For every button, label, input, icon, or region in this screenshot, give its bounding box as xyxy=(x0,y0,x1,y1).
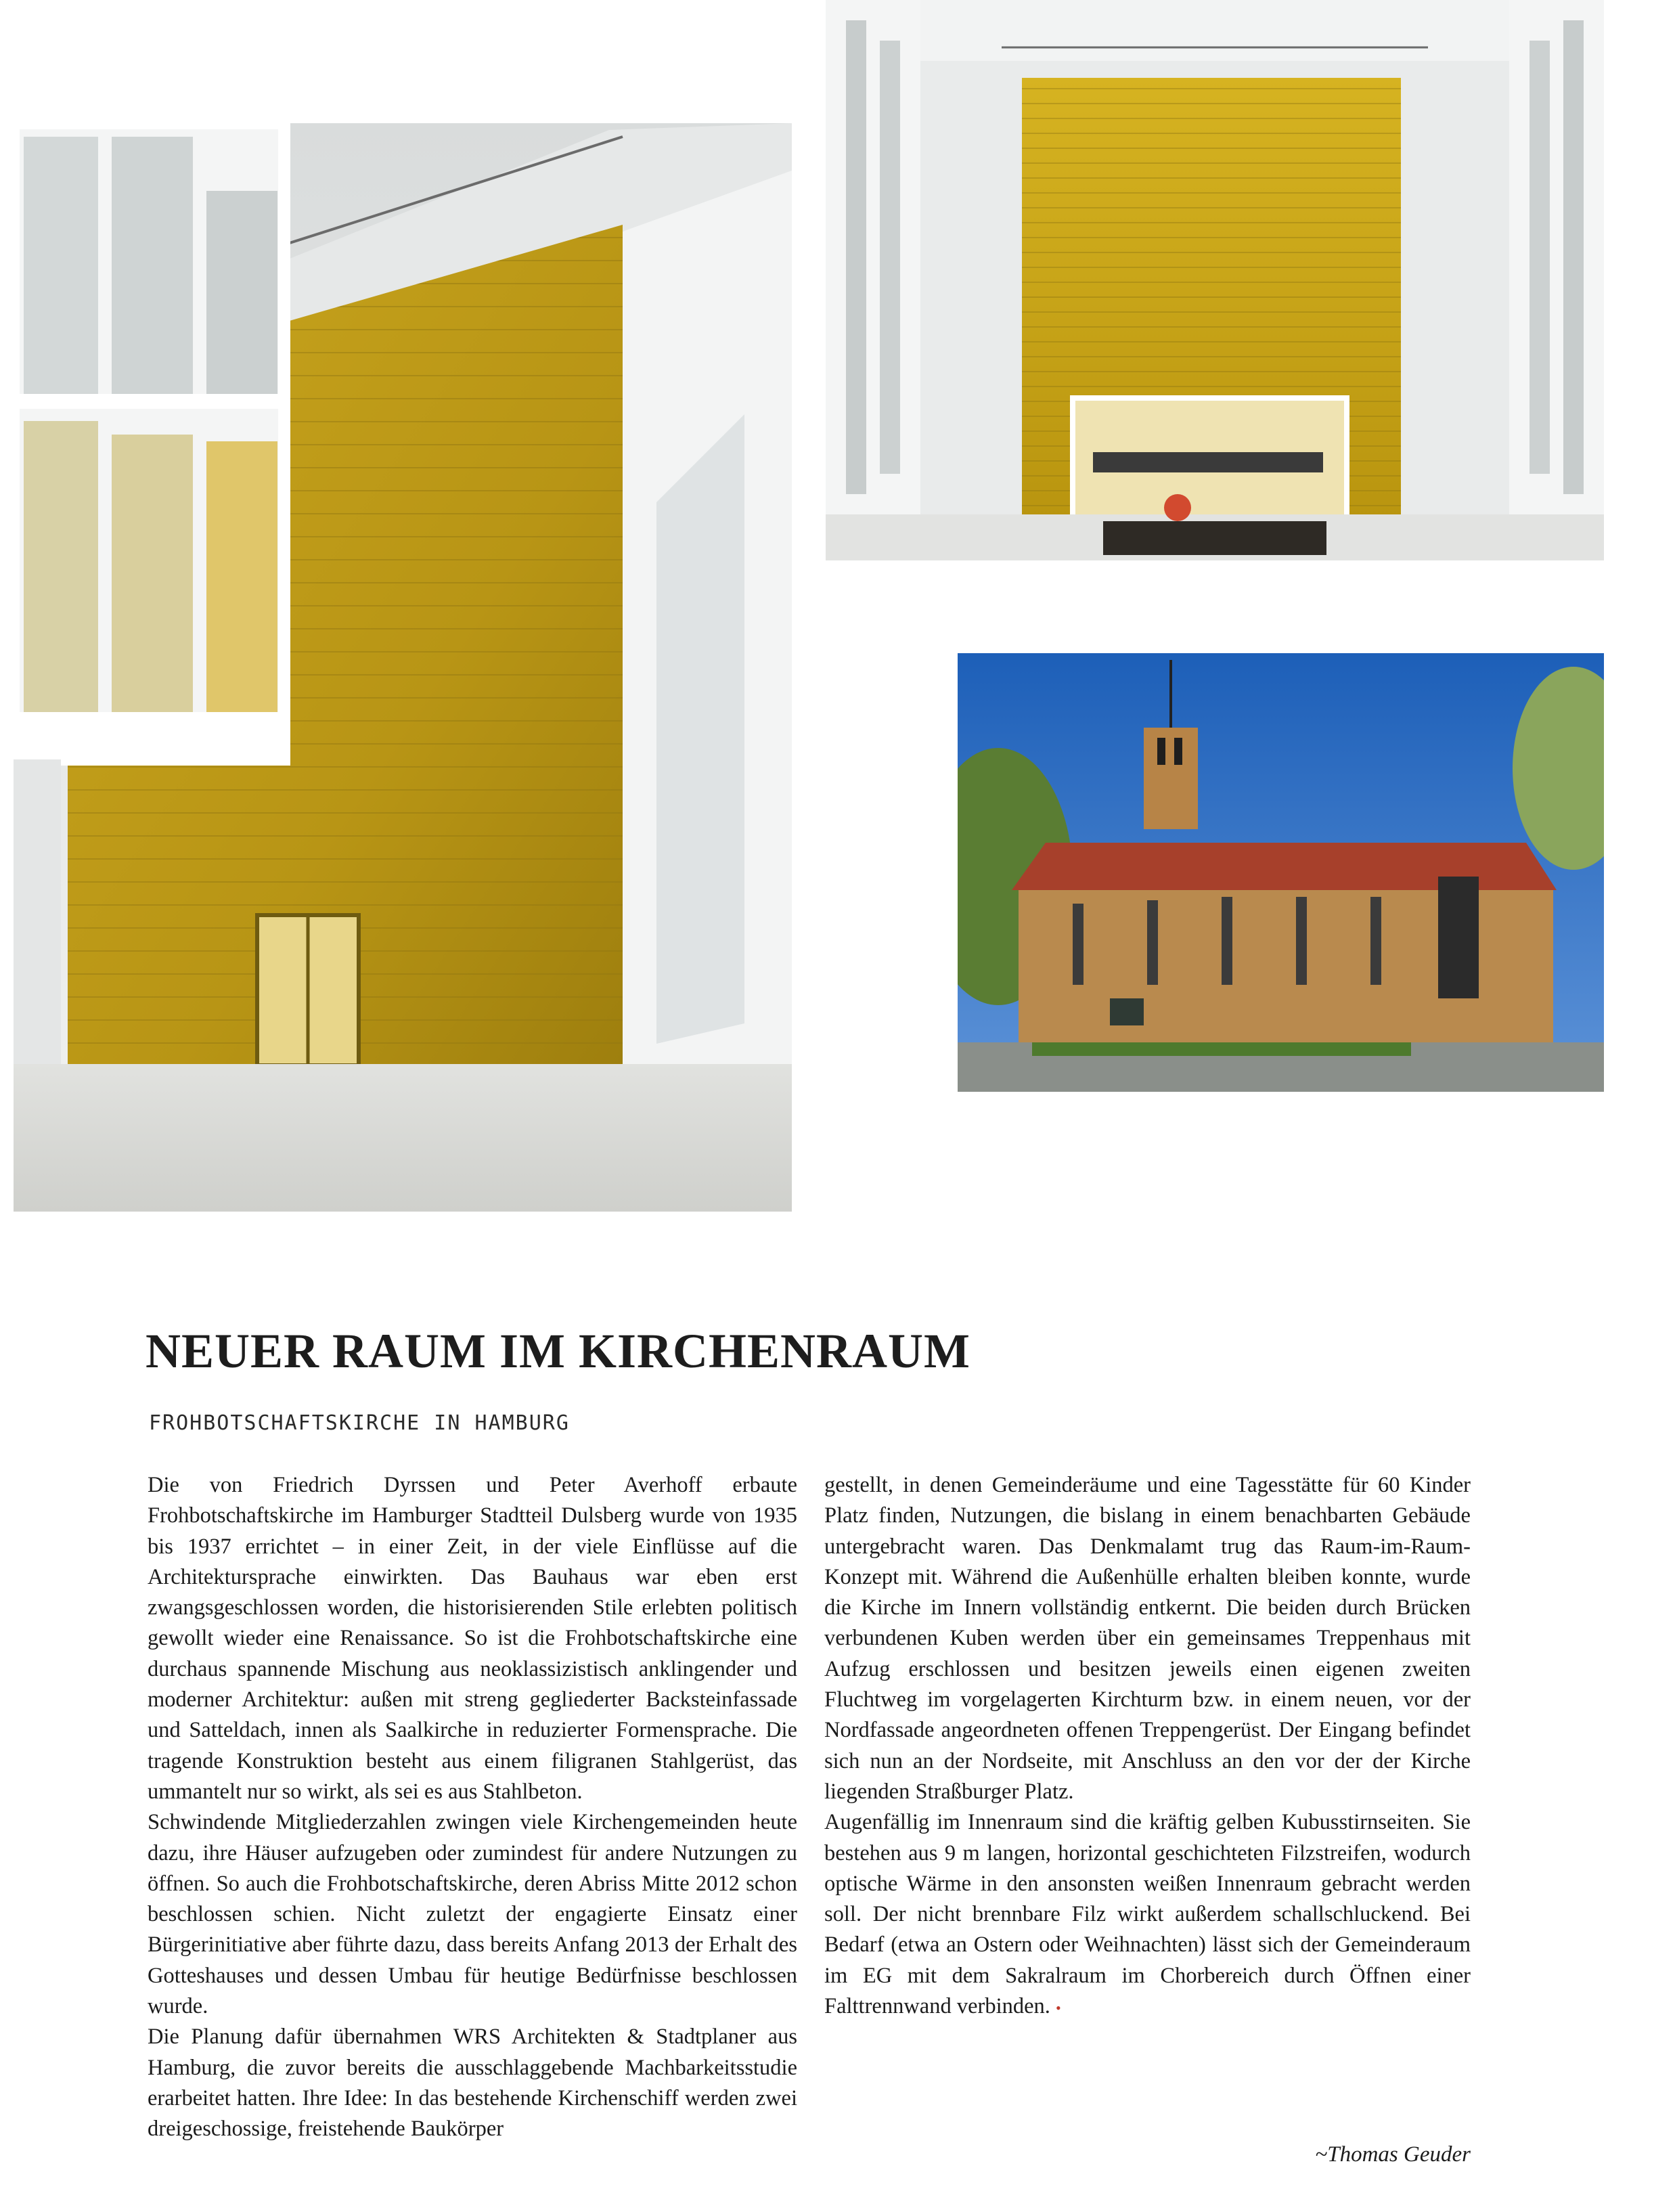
tower-opening-2 xyxy=(1174,738,1182,765)
text-column-right xyxy=(824,1470,1471,2023)
atrium-floor xyxy=(14,1064,792,1212)
exterior-illustration xyxy=(958,653,1604,1092)
gallery-window-2 xyxy=(112,137,193,394)
paragraph: Schwindende Mitgliederzahlen zwingen viele Kirchengemeinden heute dazu, ihre Häuser aufzugeben oder zumindest für andere Nutzungen zu öffnen. So auch die Frohbotschaftskirche, deren Abriss Mitte 2012 schon beschlossen schien. Nicht zuletzt der engagierte Einsatz einer Bürgerinitiative aber führte dazu, dass bereits Anfang 2013 der Erhalt des Gotteshauses und dessen Umbau für heutige Bedürfnisse beschlossen wurde. xyxy=(148,1810,797,2019)
photo-atrium-yellow-cube xyxy=(14,123,792,1212)
author-byline: ~Thomas Geuder xyxy=(1315,2142,1471,2167)
nave-ceiling xyxy=(826,0,1604,61)
nave-right-window-2 xyxy=(1563,20,1584,494)
gallery-slab-2 xyxy=(14,712,284,759)
nave-left-wall xyxy=(826,0,920,514)
gallery-window-4 xyxy=(24,421,98,712)
bell-tower xyxy=(1144,728,1198,829)
gallery-window-6 xyxy=(206,441,277,712)
nave-left-window-1 xyxy=(846,20,866,494)
paragraph: gestellt, in denen Gemeinderäume und eine Tagesstätte für 60 Kinder Platz finden, Nutzungen, die bislang in einem benachbarten Gebäude untergebracht waren. Das Denkmalamt trug das Raum-im-Raum-Konzept mit. Während die Außenhülle erhalten bleiben konnte, wurde die Kirche im Innern vollständig entkernt. Die beiden durch Brücken verbundenen Kuben werden über ein gemeinsames Treppenhaus mit Aufzug erschlossen und besitzen jeweils einen eigenen zweiten Fluchtweg im vorgelagerten Kirchturm bzw. in einem neuen, vor der Nordfassade angeordneten offenen Treppengerüst. Der Eingang befindet sich nun an der Nordseite, mit Anschluss an den vor der der Kirche liegenden Straßburger Platz. xyxy=(824,1473,1471,1804)
nave-rug xyxy=(1103,521,1326,555)
article-title: NEUER RAUM IM KIRCHENRAUM xyxy=(146,1324,970,1378)
atrium-illustration xyxy=(14,123,792,1212)
gallery-window-1 xyxy=(24,137,98,394)
church-window-1 xyxy=(1073,904,1084,985)
right-wall-windows xyxy=(656,414,744,1044)
church-window-3 xyxy=(1222,897,1232,985)
church-window-5 xyxy=(1370,897,1381,985)
flower-bouquet xyxy=(1164,494,1191,521)
church-entrance xyxy=(1110,998,1144,1025)
paragraph-final xyxy=(824,1807,1471,2023)
nave-left-window-2 xyxy=(880,41,900,474)
end-mark: • xyxy=(1055,1999,1061,2017)
tower-opening-1 xyxy=(1157,738,1165,765)
paragraph: Die Planung dafür übernahmen WRS Architekten & Stadtplaner aus Hamburg, die zuvor bereits die ausschlaggebende Machbarkeitsstudie erarbeitet hatten. Ihre Idee: In das bestehende Kirchenschiff werden zwei dreigeschossige, freistehende Baukörper xyxy=(148,2025,797,2142)
church-window-4 xyxy=(1296,897,1307,985)
text-column-left xyxy=(148,1470,797,2145)
gallery-pier xyxy=(14,759,61,1064)
nave-illustration xyxy=(826,0,1604,560)
church-window-2 xyxy=(1147,900,1158,985)
nave-seating xyxy=(1093,452,1323,472)
gallery-window-5 xyxy=(112,435,193,712)
hedge xyxy=(1032,1042,1411,1056)
nave-right-window-1 xyxy=(1529,41,1550,474)
photo-nave-interior xyxy=(826,0,1604,560)
gallery-slab-1 xyxy=(14,394,284,409)
apse-windows xyxy=(1438,877,1479,998)
photo-church-exterior xyxy=(958,653,1604,1092)
article-subtitle: FROHBOTSCHAFTSKIRCHE IN HAMBURG xyxy=(149,1411,570,1435)
nave-right-wall xyxy=(1509,0,1604,514)
paragraph-final-text: Augenfällig im Innenraum sind die kräftig gelben Kubusstirnseiten. Sie bestehen aus 9 m langen, horizontal geschichteten Filzstreifen, wodurch optische Wärme in den ansonsten weißen Innenraum gebracht werden soll. Der nicht brennbare Filz wirkt außerdem schallschluckend. Bei Bedarf (etwa an Ostern oder Weihnachten) lässt sich der Gemeinderaum im EG mit dem Sakralraum im Chorbereich durch Öffnen einer Falttrennwand verbinden. xyxy=(824,1810,1471,2019)
gallery-window-3 xyxy=(206,191,277,407)
paragraph: Die von Friedrich Dyrssen und Peter Averhoff erbaute Frohbotschaftskirche im Hamburger Stadtteil Dulsberg wurde von 1935 bis 1937 errichtet – in einer Zeit, in der viele Einflüsse auf die Architektursprache einwirkten. Das Bauhaus war eben erst zwangsgeschlossen worden, die historisierenden Stile erlebten politisch gewollt wieder eine Renaissance. So ist die Frohbotschaftskirche eine durchaus spannende Mischung aus neoklassizistisch anklingender und moderner Architektur: außen mit streng gegliederter Backsteinfassade und Satteldach, innen als Saalkirche in reduzierter Formensprache. Die tragende Konstruktion besteht aus einem filigranen Stahlgerüst, das ummantelt nur so wirkt, als sei es aus Stahlbeton. xyxy=(148,1473,797,1804)
